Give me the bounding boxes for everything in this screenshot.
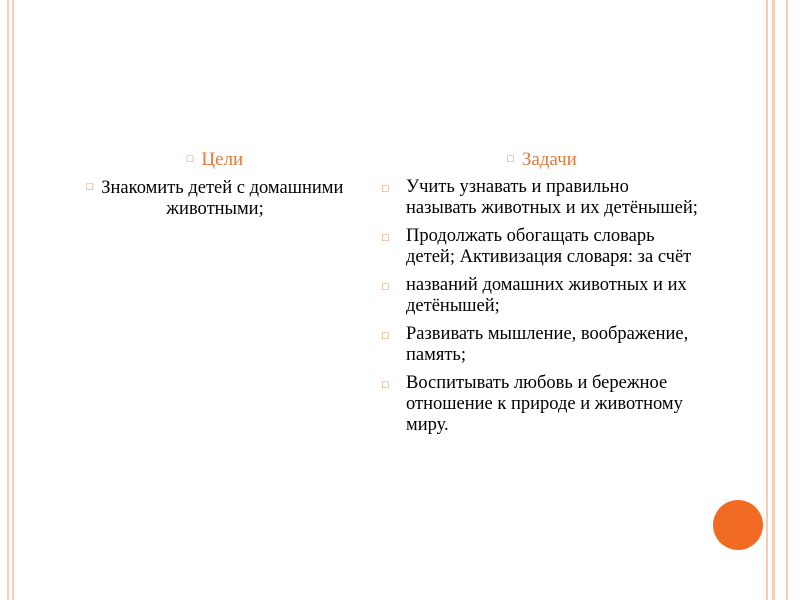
goals-text: □ Знакомить детей с домашними животными; bbox=[86, 178, 344, 219]
list-item: □ Учить узнавать и правильно называть животных и их детёнышей; bbox=[382, 177, 698, 218]
border-line-left-inner bbox=[12, 0, 14, 600]
orange-circle-decoration bbox=[713, 500, 763, 550]
border-line-right-middle bbox=[772, 0, 775, 600]
square-bullet-icon: □ bbox=[382, 379, 389, 391]
border-line-left-outer bbox=[7, 0, 9, 600]
list-item: □ Развивать мышление, воображение, память; bbox=[382, 324, 689, 365]
square-bullet-icon: □ bbox=[382, 232, 389, 244]
square-bullet-icon: □ bbox=[382, 330, 389, 342]
square-bullet-icon: □ bbox=[382, 281, 389, 293]
list-item: □ Воспитывать любовь и бережное отношение к природе и животному миру. bbox=[382, 373, 683, 435]
list-item: □ названий домашних животных и их детёнышей; bbox=[382, 275, 687, 316]
square-bullet-icon: □ bbox=[186, 153, 194, 165]
goals-heading: □ Цели bbox=[186, 149, 244, 170]
border-line-right-inner bbox=[766, 0, 768, 600]
tasks-list bbox=[382, 177, 702, 436]
list-item: □ Продолжать обогащать словарь детей; Активизация словаря: за счёт bbox=[382, 226, 692, 267]
tasks-column bbox=[382, 148, 702, 443]
square-bullet-icon: □ bbox=[382, 183, 389, 195]
border-line-right-outer bbox=[786, 0, 788, 600]
square-bullet-icon: □ bbox=[507, 153, 514, 165]
goals-column bbox=[80, 148, 350, 220]
square-bullet-icon: □ bbox=[86, 181, 94, 193]
tasks-heading: □ Задачи bbox=[507, 149, 577, 170]
